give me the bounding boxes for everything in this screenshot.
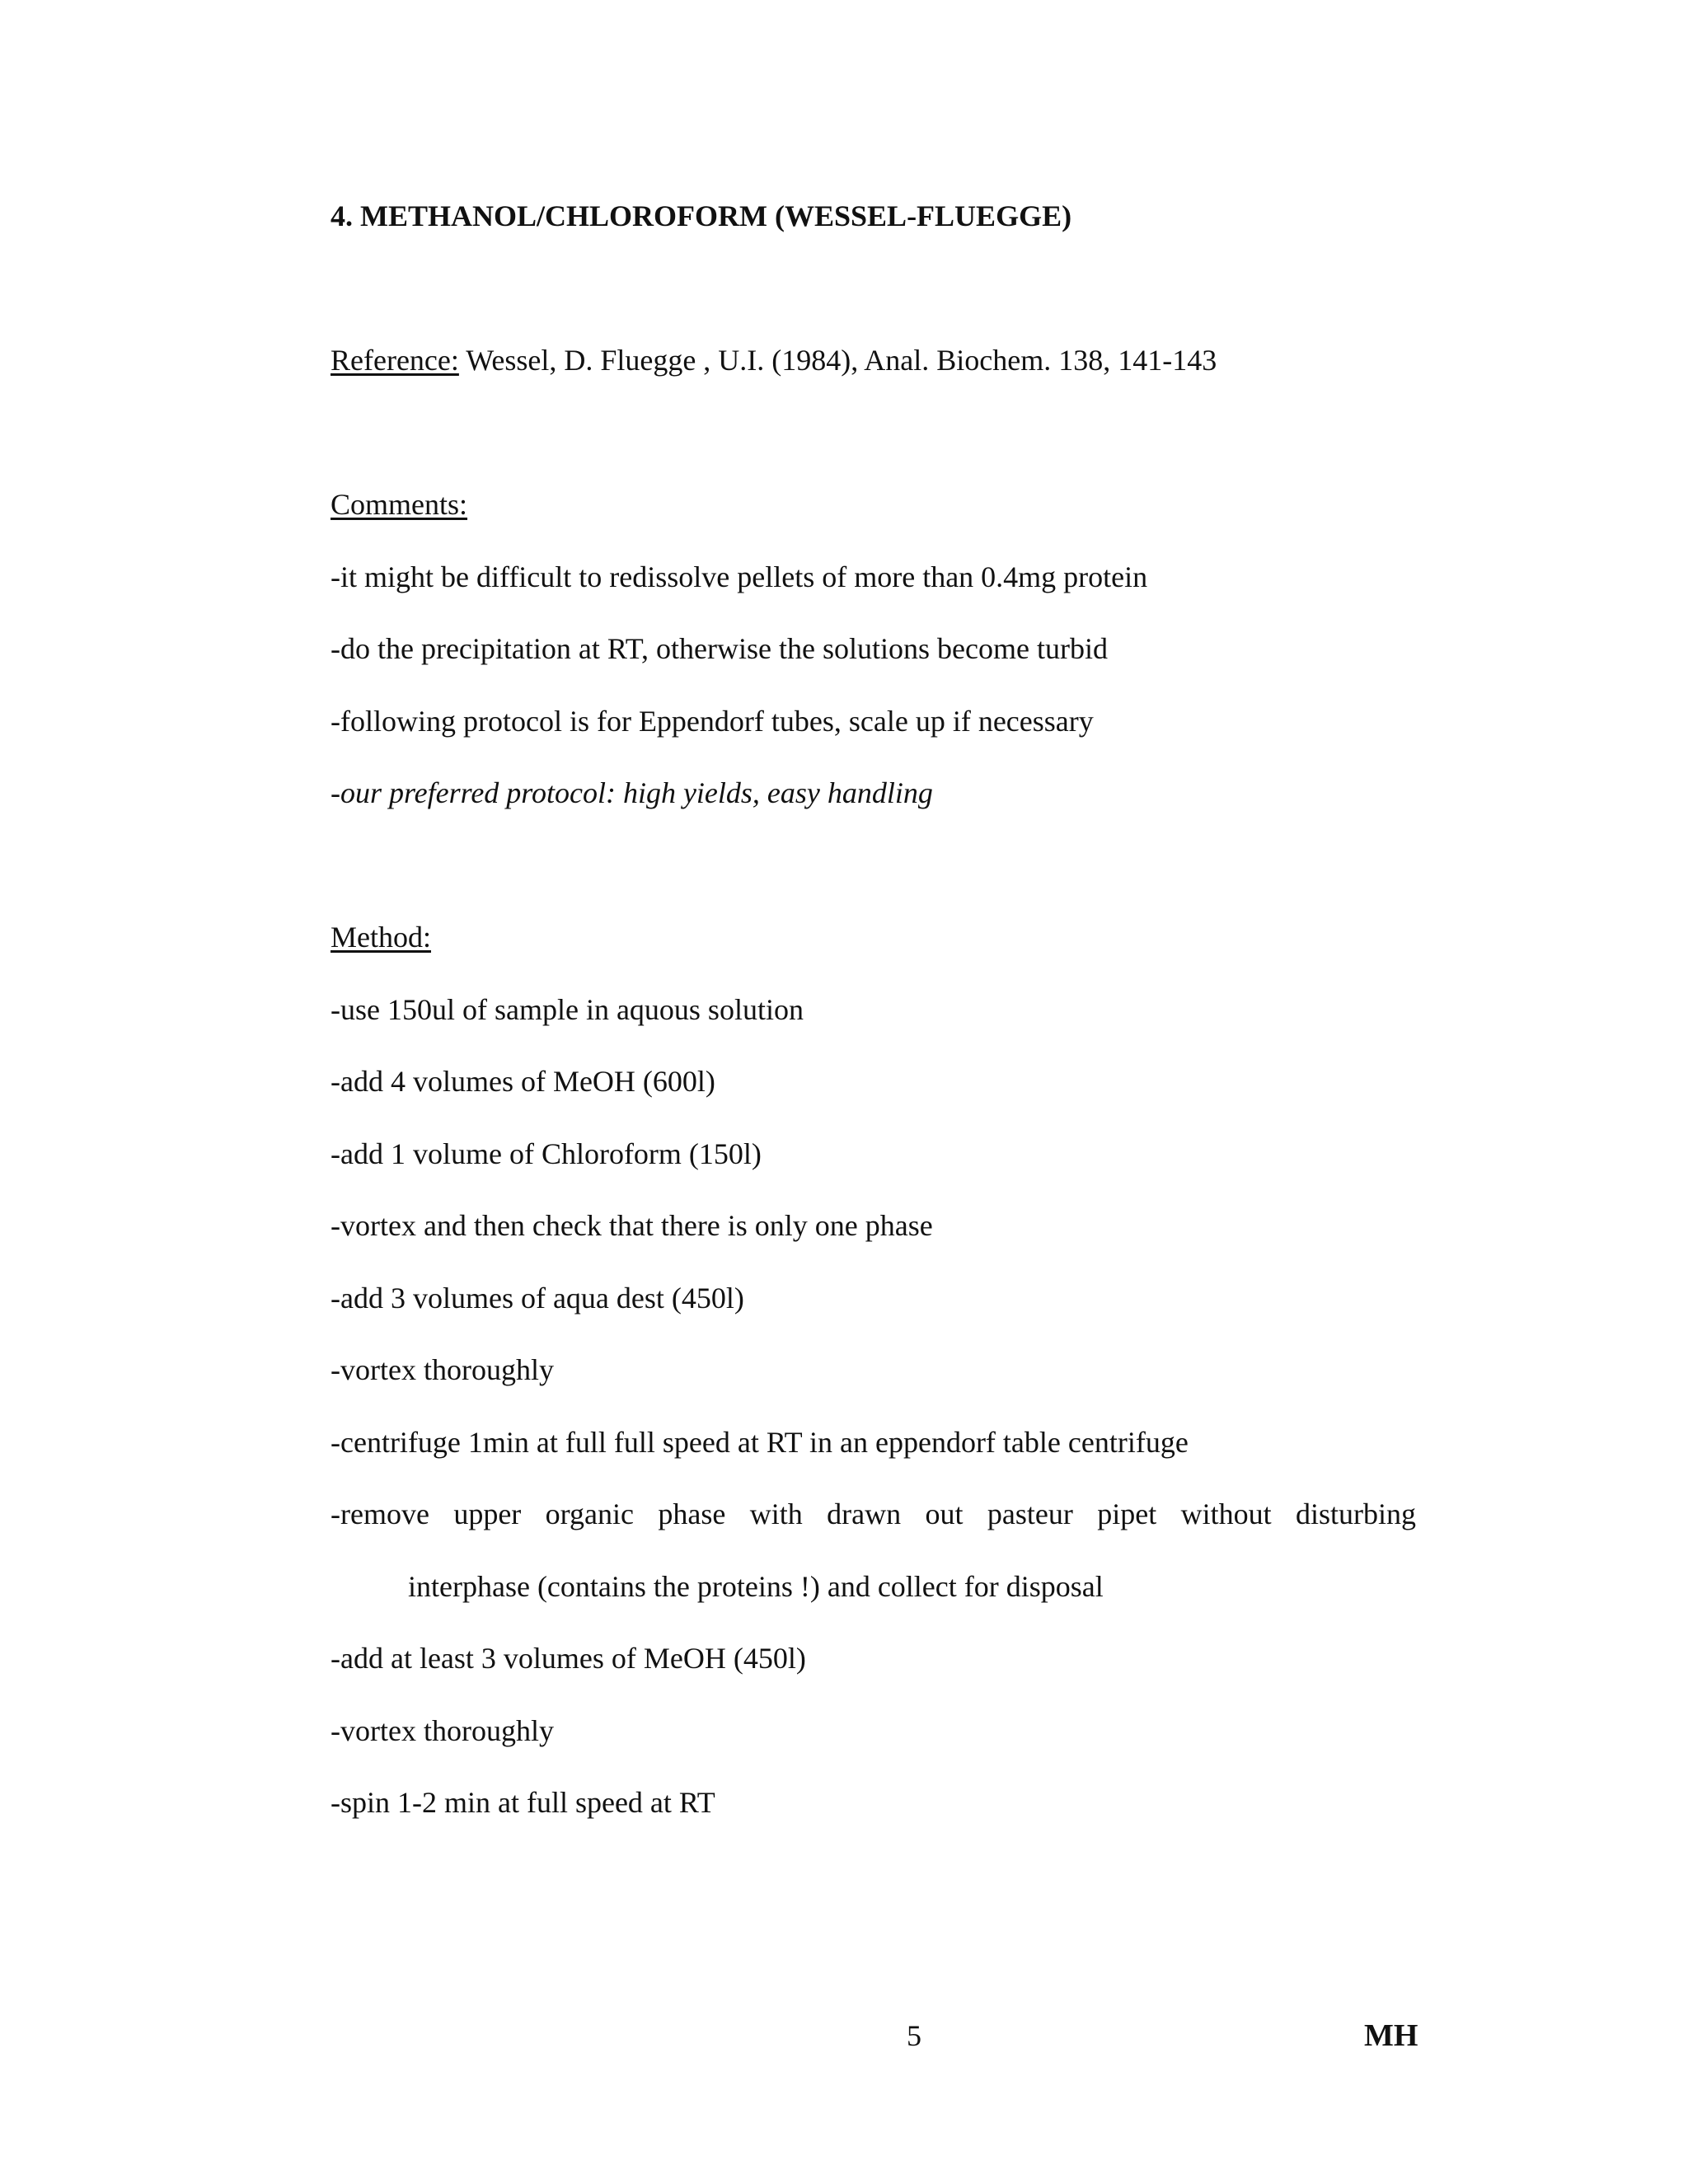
reference-text: Wessel, D. Fluegge , U.I. (1984), Anal. Biochem. 138, 141-143 (458, 344, 1217, 377)
method-step: -add 4 volumes of MeOH (600l) (331, 1065, 715, 1098)
comment-item: -do the precipitation at RT, otherwise the solutions become turbid (331, 632, 1108, 665)
method-step: -spin 1-2 min at full speed at RT (331, 1786, 715, 1819)
method-step: -add 1 volume of Chloroform (150l) (331, 1137, 762, 1170)
method-step: -add 3 volumes of aqua dest (450l) (331, 1282, 744, 1315)
method-step-continuation: interphase (contains the proteins !) and collect for disposal (408, 1570, 1104, 1603)
method-step: -add at least 3 volumes of MeOH (450l) (331, 1642, 806, 1675)
page-number: 5 (907, 2019, 921, 2052)
reference-label: Reference: (331, 344, 459, 377)
comments-heading: Comments: (331, 488, 468, 521)
comment-item-preferred: -our preferred protocol: high yields, easy handling (331, 776, 933, 809)
method-step: -use 150ul of sample in aquous solution (331, 993, 804, 1026)
reference-line (331, 342, 1217, 378)
method-heading: Method: (331, 921, 431, 954)
method-step: -remove upper organic phase with drawn out pasteur pipet without disturbing (331, 1497, 1416, 1530)
section-title: 4. METHANOL/CHLOROFORM (WESSEL-FLUEGGE) (331, 199, 1072, 232)
comment-item: -it might be difficult to redissolve pellets of more than 0.4mg protein (331, 560, 1148, 593)
method-step: -vortex and then check that there is only one phase (331, 1209, 933, 1242)
method-step: -vortex thoroughly (331, 1353, 554, 1386)
author-initials: MH (1364, 2018, 1418, 2053)
method-step: -vortex thoroughly (331, 1714, 554, 1747)
comment-item: -following protocol is for Eppendorf tubes, scale up if necessary (331, 705, 1094, 738)
method-step: -centrifuge 1min at full full speed at RT in an eppendorf table centrifuge (331, 1426, 1189, 1459)
